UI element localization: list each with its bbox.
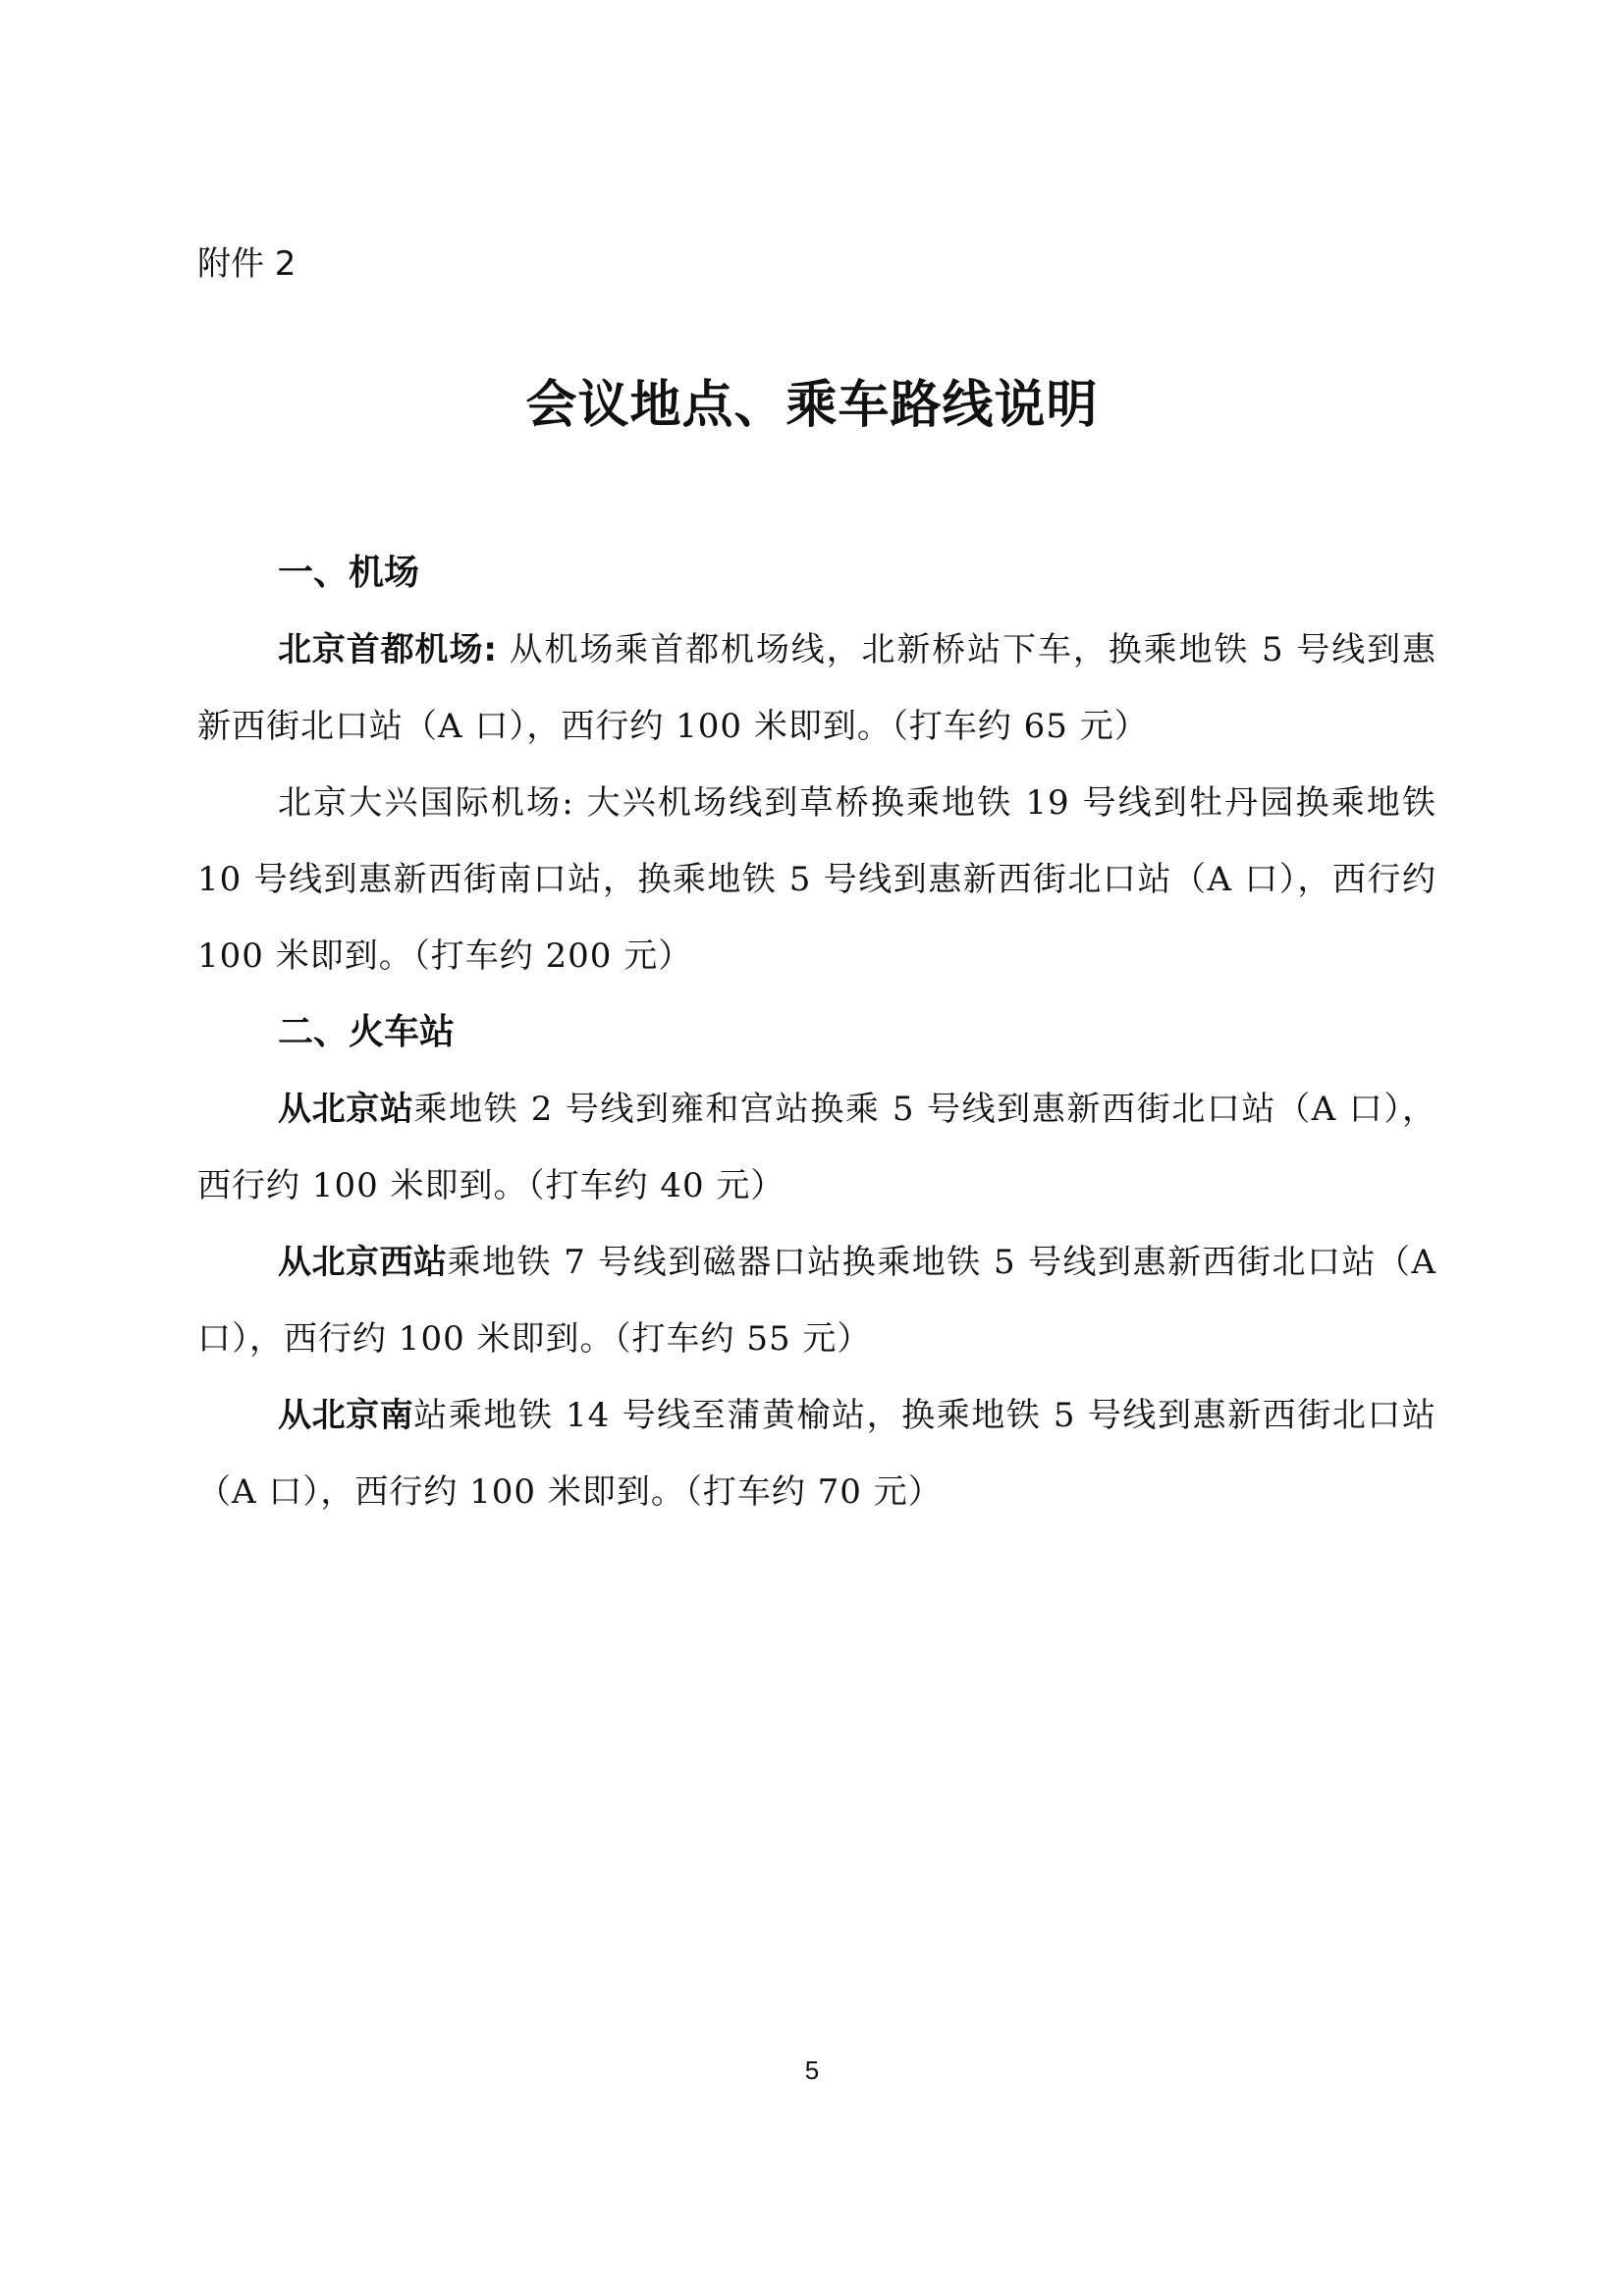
route-beijing-south-station (197, 1377, 1436, 1530)
section-heading-train-station: 二、火车站 (278, 1012, 456, 1052)
route-text: 乘地铁 2 号线到雍和宫站换乘 5 号线到惠新西街北口站（A 口），西行约 100 米即到。（打车约 40 元） (197, 1090, 1437, 1205)
route-lead: 北京首都机场: (278, 630, 497, 669)
route-text: 站乘地铁 14 号线至蒲黄榆站，换乘地铁 5 号线到惠新西街北口站（A 口），西行约 100 米即到。（打车约 70 元） (197, 1396, 1437, 1512)
route-capital-airport (197, 612, 1436, 765)
route-lead: 从北京南 (278, 1396, 414, 1435)
route-text: 从机场乘首都机场线，北新桥站下车，换乘地铁 5 号线到惠新西街北口站（A 口），西行约 100 米即到。（打车约 65 元） (197, 630, 1436, 746)
route-daxing-airport (197, 765, 1436, 994)
route-beijing-west-station (197, 1224, 1436, 1377)
route-beijing-station (197, 1071, 1436, 1224)
route-lead: 从北京站 (278, 1090, 414, 1129)
section-train-station (197, 994, 1436, 1530)
document-title: 会议地点、乘车路线说明 (525, 376, 1099, 435)
section-heading-airport: 一、机场 (278, 553, 420, 593)
section-airport (197, 535, 1436, 994)
route-lead: 从北京西站 (278, 1243, 448, 1282)
route-text: 乘地铁 7 号线到磁器口站换乘地铁 5 号线到惠新西街北口站（A 口），西行约 100 米即到。（打车约 55 元） (197, 1243, 1437, 1359)
attachment-label: 附件 2 (197, 244, 297, 284)
page-number: 5 (804, 2056, 820, 2085)
route-text: 北京大兴国际机场: 大兴机场线到草桥换乘地铁 19 号线到牡丹园换乘地铁 10 号线到惠新西街南口站，换乘地铁 5 号线到惠新西街北口站（A 口），西行约 100 米即到。（打车约 200 元） (197, 783, 1436, 976)
document-body (197, 535, 1436, 1530)
